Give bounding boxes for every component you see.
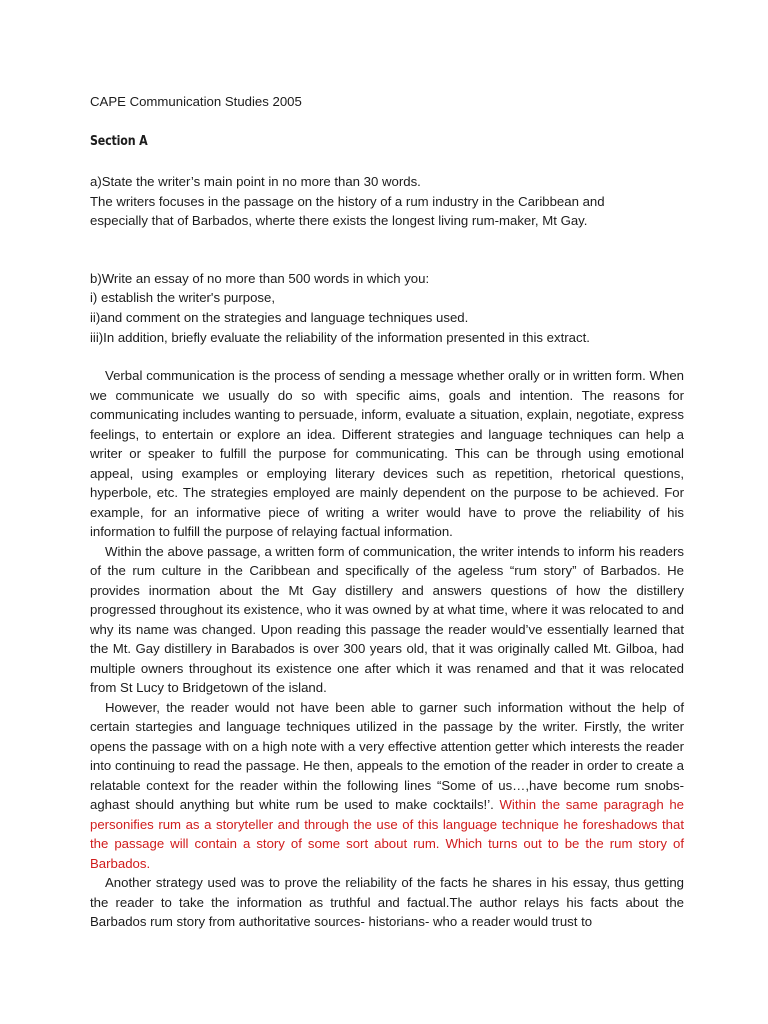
essay-body (90, 366, 684, 932)
question-b-prompt: b)Write an essay of no more than 500 words in which you: (90, 270, 430, 286)
section-heading: Section A (90, 133, 148, 149)
question-b-block (90, 269, 684, 347)
essay-paragraph-3 (90, 698, 684, 874)
question-a-block (90, 172, 684, 231)
highlighted-text: Within the same paragragh he personifies rum as a storyteller and through the use of this language technique he foreshadows that the passage will contain a story of some sort about rum. Which turns out to be the rum story of Barbados. (90, 797, 684, 871)
question-a-prompt: a)State the writer’s main point in no more than 30 words. (90, 174, 421, 189)
question-a-answer-line: especially that of Barbados, wherte there exists the longest living rum-maker, Mt Gay. (90, 213, 588, 229)
essay-paragraph-1: Verbal communication is the process of sending a message whether orally or in written form. When we communicate we usually do so with specific aims, goals and intention. The reasons for communicating includes wanting to persuade, inform, evaluate a situation, explain, negotiate, express feelings, to entertain or explore an idea. Different strategies and language techniques can help a writer or speaker to fulfill the purpose for communicating. This can be through using emotional appeal, using examples or employing literary devices such as repetition, rhetorical questions, hyperbole, etc. The strategies employed are mainly dependent on the purpose to be achieved. For example, for an informative piece of writing a writer would have to prove the reliability of his information to fulfill the purpose of relaying factual information. (90, 368, 684, 540)
essay-paragraph-3-text: However, the reader would not have been able to garner such information without the help of certain startegies and language techniques utilized in the passage by the writer. Firstly, the writer opens the passage with on a high note with a very effective attention getter which interests the reader into continuing to read the passage. He then, appeals to the emotion of the reader in order to create a relatable context for the reader within the following lines “Some of us…,have become rum snobs- aghast should anything but white rum be used to make cocktails!’. (90, 699, 684, 813)
document-title: CAPE Communication Studies 2005 (90, 94, 302, 109)
question-b-item: ii)and comment on the strategies and language techniques used. (90, 309, 469, 325)
question-a-answer-line: The writers focuses in the passage on the history of a rum industry in the Caribbean and (90, 193, 605, 209)
essay-paragraph-4: Another strategy used was to prove the reliability of the facts he shares in his essay, thus getting the reader to take the information as truthful and factual.The author relays his facts about the Barbados rum story from authoritative sources- historians- who a reader would trust to (90, 875, 684, 930)
document-page (90, 92, 684, 932)
question-b-item: i) establish the writer's purpose, (90, 290, 276, 306)
essay-paragraph-2: Within the above passage, a written form of communication, the writer intends to inform his readers of the rum culture in the Caribbean and specifically of the ageless “rum story” of Barbados. He provides inormation about the Mt Gay distillery and answers questions of how the distillery progressed throughout its existence, who it was owned by at what time, where it was relocated to and why its name was changed. Upon reading this passage the reader would’ve essentially learned that the Mt. Gay distillery in Barabados is over 300 years old, that it was originally called Mt. Gilboa, had multiple owners throughout its existence one after which it was renamed and that it was relocated from St Lucy to Bridgetown of the island. (90, 543, 684, 696)
question-b-item: iii)In addition, briefly evaluate the reliability of the information presented in this extract. (90, 329, 590, 345)
